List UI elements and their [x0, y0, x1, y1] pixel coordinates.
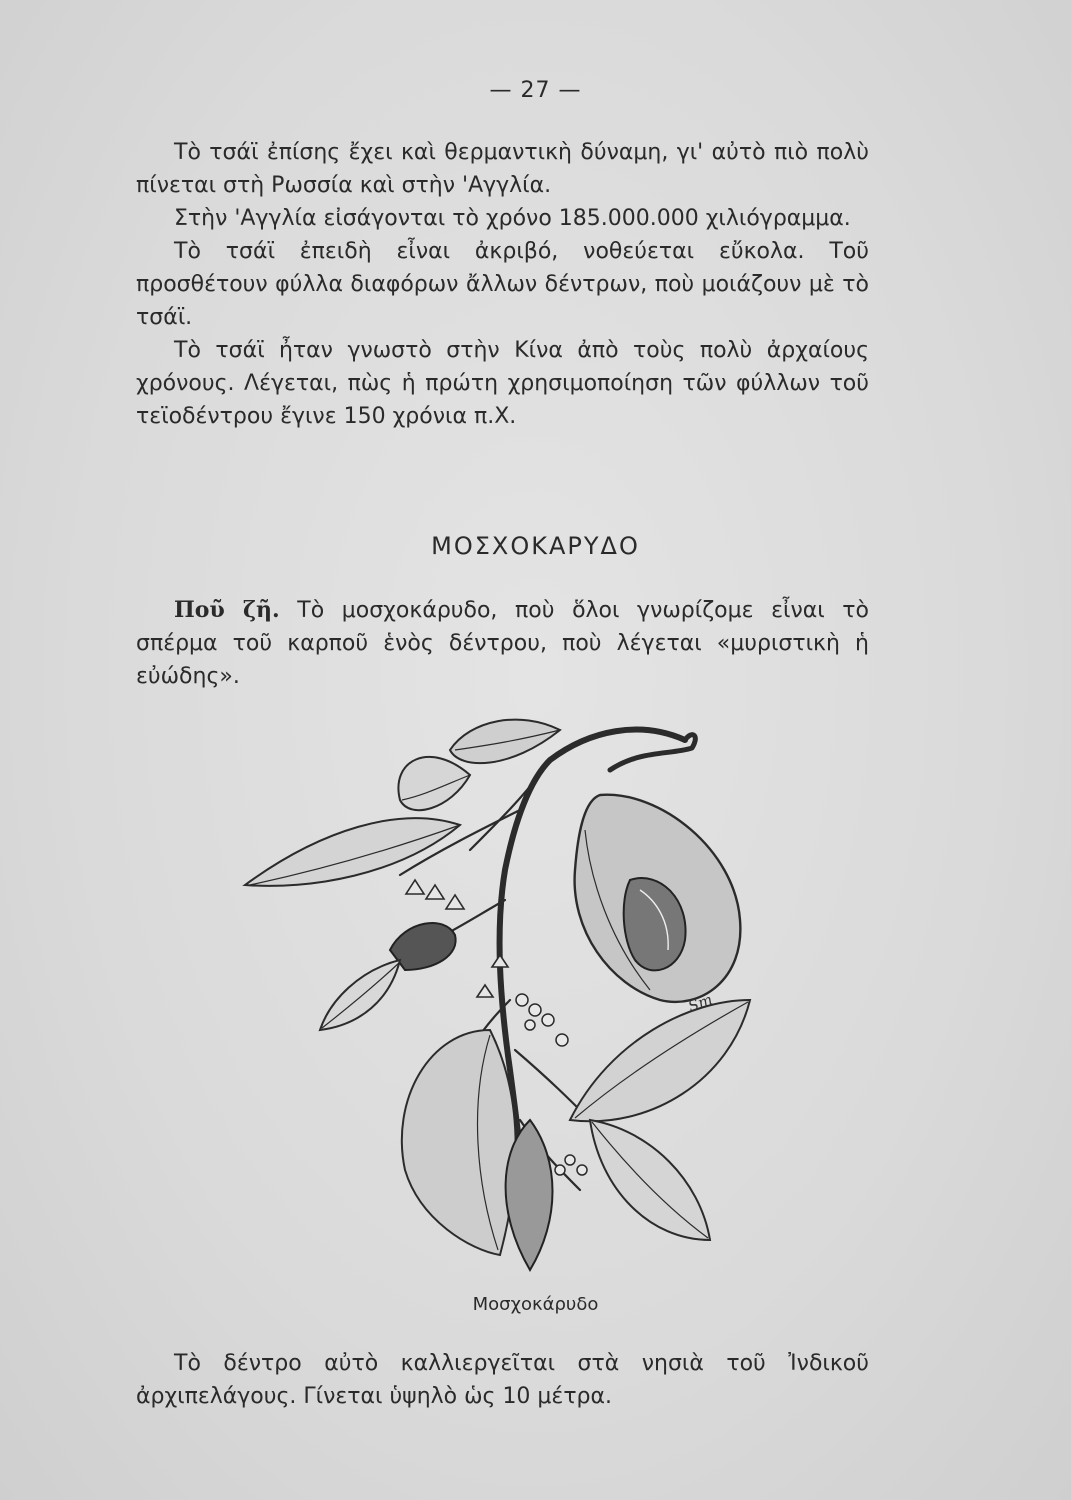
paragraph: Τὸ τσάϊ ἦταν γνωστὸ στὴν Κίνα ἀπὸ τοὺς πολὺ ἀρχαίους χρόνους. Λέγεται, πὼς ἡ πρώτη χρησιμοποίηση τῶν φύλλων τοῦ τεϊοδέντρου ἔγινε 150 χρόνια π.Χ.: [136, 338, 869, 429]
leaf: [245, 818, 460, 886]
top-text-block: [136, 136, 869, 433]
section-intro: [136, 594, 869, 693]
bottom-text-block: [136, 1347, 869, 1413]
leaf: [590, 1120, 710, 1240]
lead-text: Τὸ μοσχοκάρυδο, ποὺ ὅλοι γνωρίζομε εἶναι τὸ σπέρμα τοῦ καρποῦ ἑνὸς δέντρου, ποὺ λέγεται «μυριστικὴ ἡ εὐώδης».: [136, 598, 869, 689]
leaf: [398, 757, 470, 810]
paragraph: Τὸ δέντρο αὐτὸ καλλιεργεῖται στὰ νησιὰ τοῦ Ἰνδικοῦ ἀρχιπελάγους. Γίνεται ὑψηλὸ ὡς 10 μέτρα.: [136, 1351, 869, 1409]
branch-tip: [610, 735, 695, 770]
lead-heading: Ποῦ ζῆ.: [174, 597, 280, 623]
paragraph: Τὸ τσάϊ ἐπειδὴ εἶναι ἀκριβό, νοθεύεται εὔκολα. Τοῦ προσθέτουν φύλλα διαφόρων ἄλλων δέντρων, ποὺ μοιάζουν μὲ τὸ τσάϊ.: [136, 239, 869, 330]
figure-caption: Μοσχοκάρυδο: [472, 1294, 599, 1315]
page-number: — 27 —: [489, 78, 582, 103]
leaf: [402, 1030, 516, 1255]
section-title: ΜΟΣΧΟΚΑΡΥΔΟ: [431, 532, 640, 560]
paragraph: Στὴν 'Αγγλία εἰσάγονται τὸ χρόνο 185.000.000 χιλιόγραμμα.: [174, 206, 851, 231]
paragraph: Τὸ τσάϊ ἐπίσης ἔχει καὶ θερμαντικὴ δύναμη, γι' αὐτὸ πιὸ πολὺ πίνεται στὴ Ρωσσία καὶ στὴν 'Αγγλία.: [136, 140, 869, 198]
leaf: [570, 1000, 750, 1121]
nutmeg-branch-illustration: [230, 700, 770, 1290]
paragraph: [136, 594, 869, 693]
artist-signature: Sm: [685, 990, 715, 1016]
